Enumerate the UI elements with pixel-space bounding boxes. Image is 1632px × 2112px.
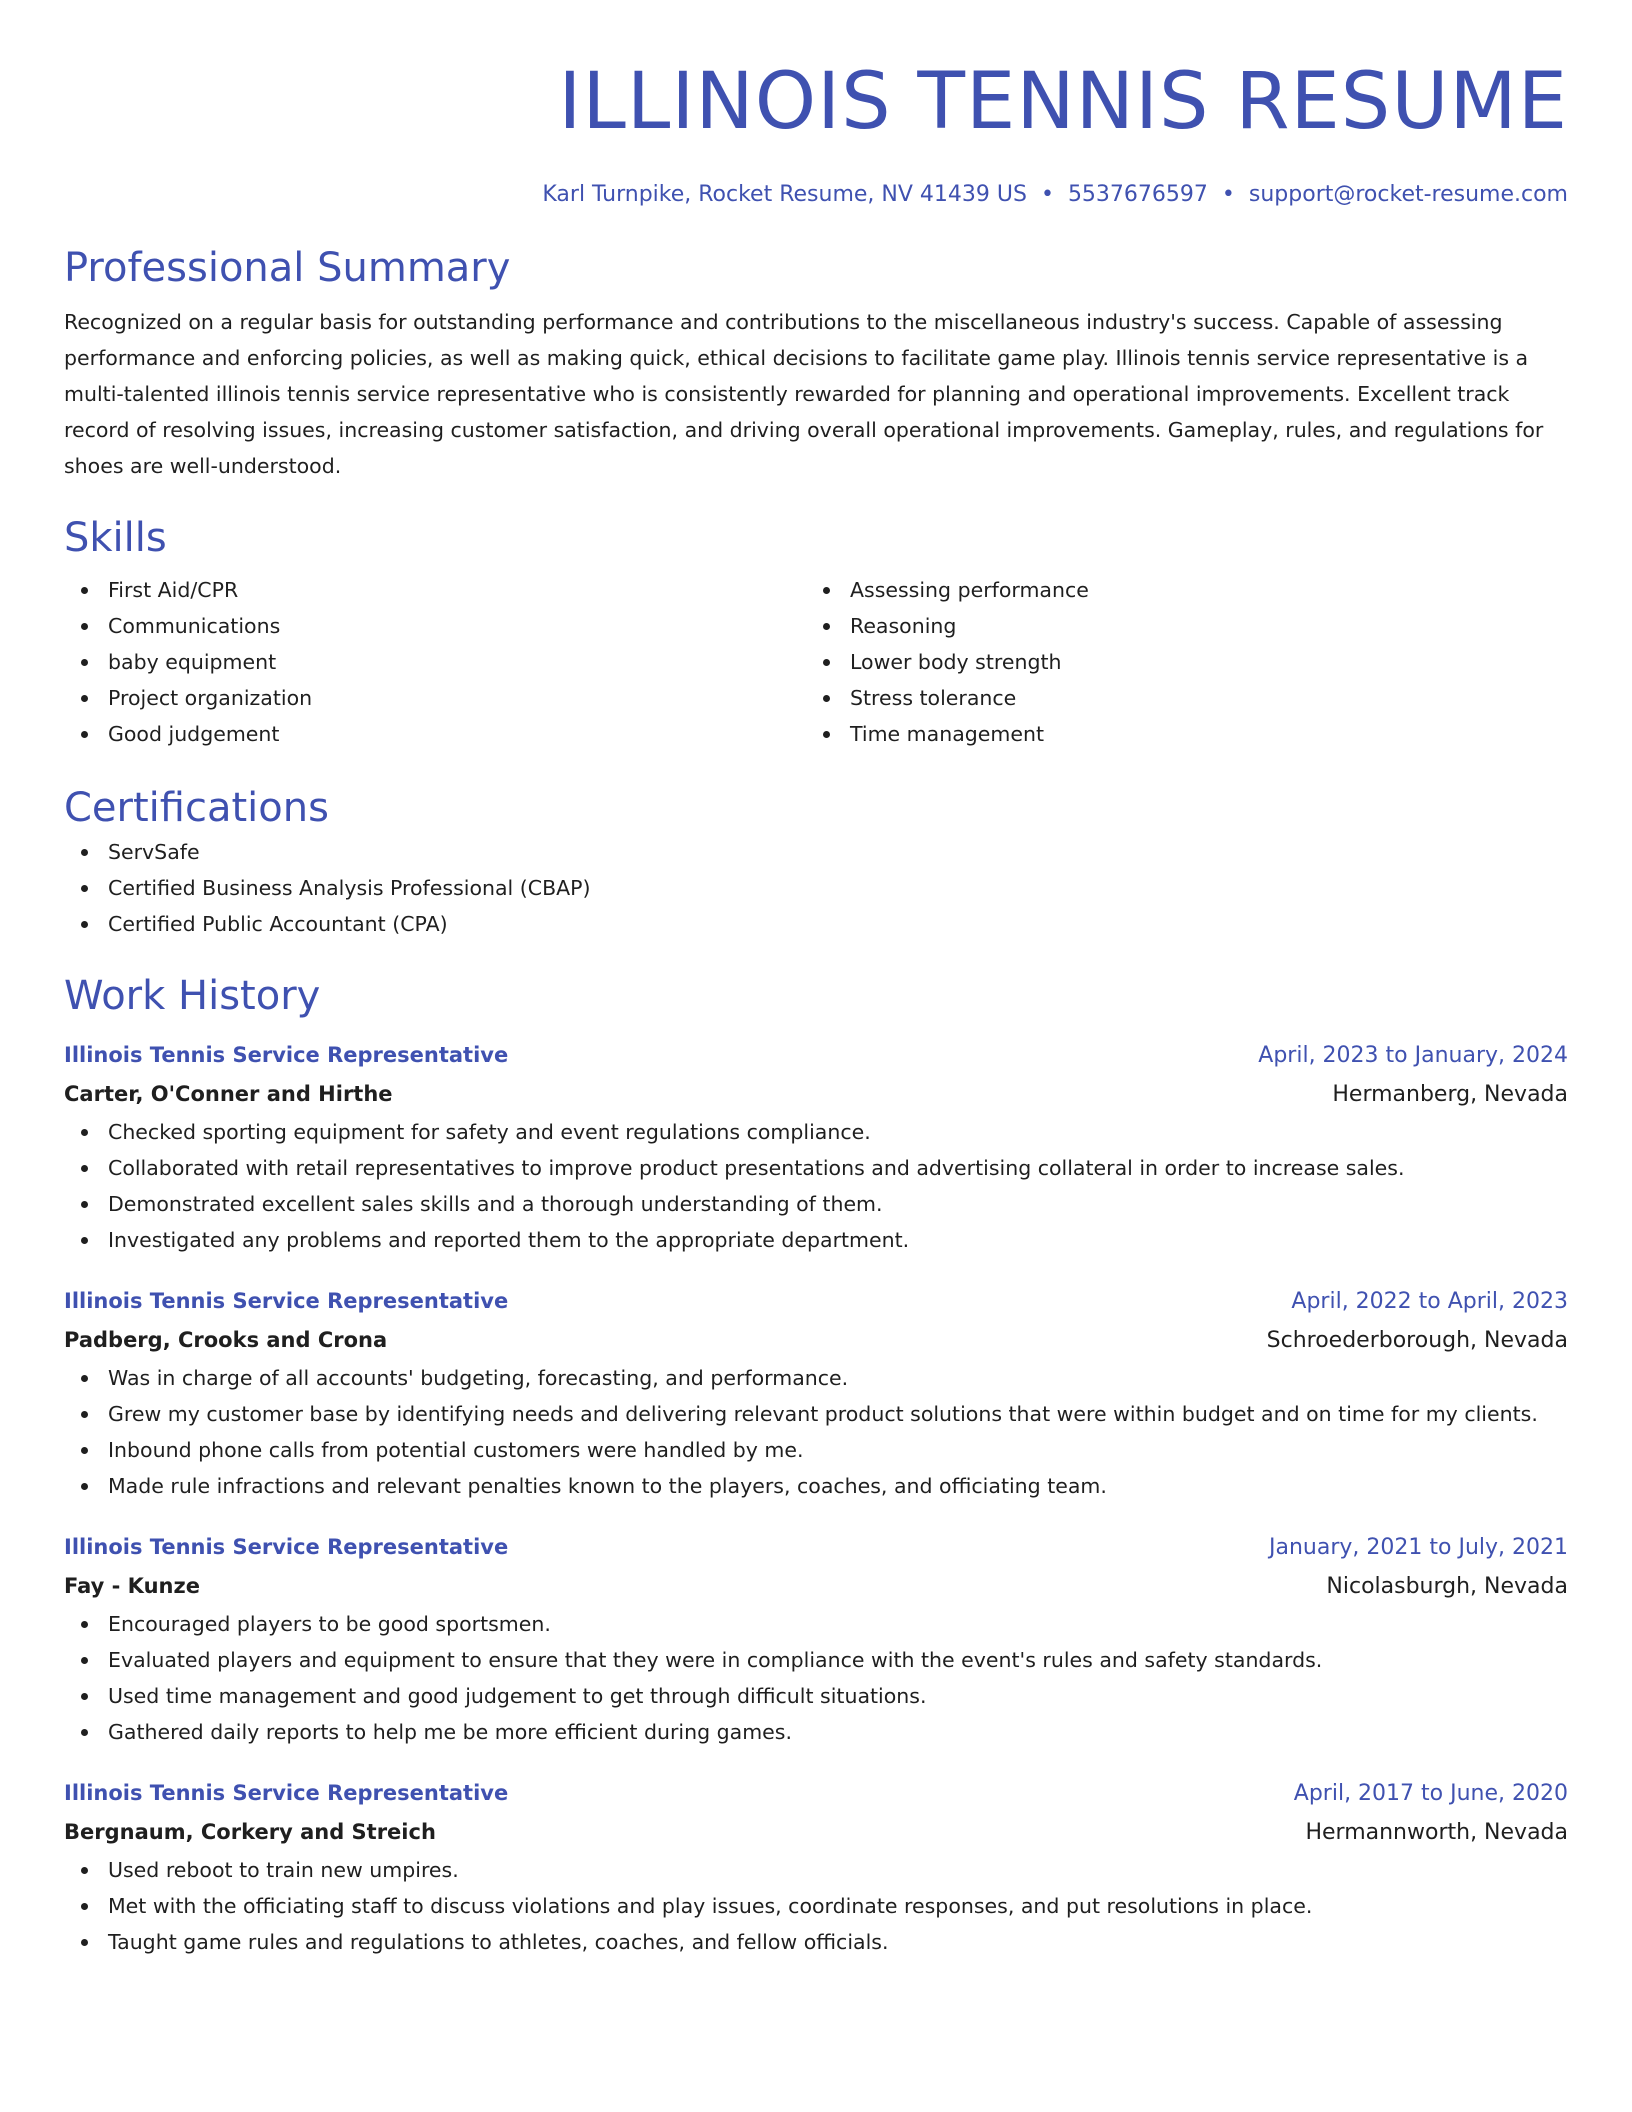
job-bullet: Demonstrated excellent sales skills and a thorough understanding of them. [64, 1186, 1568, 1222]
job-company: Padberg, Crooks and Crona [64, 1328, 388, 1352]
job-bullet: Grew my customer base by identifying needs and delivering relevant product solutions that were within budget and on time for my clients. [64, 1396, 1568, 1432]
job-company-row [64, 1075, 1568, 1114]
job-bullets [64, 1606, 1568, 1750]
job-bullet: Collaborated with retail representatives to improve product presentations and advertising collateral in order to increase sales. [64, 1150, 1568, 1186]
contact-email[interactable]: support@rocket-resume.com [1248, 182, 1568, 207]
job-bullet: Used reboot to train new umpires. [64, 1852, 1568, 1888]
resume-title: ILLINOIS TENNIS RESUME [558, 57, 1568, 147]
job-bullet: Was in charge of all accounts' budgeting, forecasting, and performance. [64, 1360, 1568, 1396]
summary-text: Recognized on a regular basis for outstanding performance and contributions to the miscellaneous industry's success. Capable of assessing performance and enforcing policies, as well as making quick, ethical decisions to facilitate game play. Illinois tennis service representative is a multi-talented illinois tennis service representative who is consistently rewarded for planning and operational improvements. Excellent track record of resolving issues, increasing customer satisfaction, and driving overall operational improvements. Gameplay, rules, and regulations for shoes are well-understood. [64, 310, 1544, 478]
job-bullet: Met with the officiating staff to discuss violations and play issues, coordinate responses, and put resolutions in place. [64, 1888, 1568, 1924]
contact-separator: • [1221, 182, 1235, 207]
contact-phone: 5537676597 [1067, 182, 1208, 207]
skill-item: Good judgement [64, 716, 806, 752]
contact-separator: • [1040, 182, 1054, 207]
job-company-row [64, 1321, 1568, 1360]
job-company: Carter, O'Conner and Hirthe [64, 1082, 393, 1106]
skill-item: baby equipment [64, 644, 806, 680]
skills-list-left [64, 572, 806, 752]
skill-item: Project organization [64, 680, 806, 716]
job-bullet: Checked sporting equipment for safety and event regulations compliance. [64, 1114, 1568, 1150]
job-location: Hermanberg, Nevada [1332, 1082, 1568, 1107]
skill-item: Assessing performance [806, 572, 1548, 608]
job-dates: April, 2017 to June, 2020 [1293, 1781, 1568, 1806]
job-bullet: Encouraged players to be good sportsmen. [64, 1606, 1568, 1642]
certification-item: Certified Public Accountant (CPA) [64, 906, 1568, 942]
skill-item: Lower body strength [806, 644, 1548, 680]
job-company: Fay - Kunze [64, 1574, 200, 1598]
job-bullet: Taught game rules and regulations to athletes, coaches, and fellow officials. [64, 1924, 1568, 1960]
job-location: Nicolasburgh, Nevada [1326, 1574, 1568, 1599]
skill-item: Reasoning [806, 608, 1548, 644]
job-bullets [64, 1852, 1568, 1960]
work-history-heading: Work History [64, 973, 321, 1019]
job-dates: April, 2022 to April, 2023 [1291, 1289, 1568, 1314]
job-company: Bergnaum, Corkery and Streich [64, 1820, 436, 1844]
job-company-row [64, 1813, 1568, 1852]
skills-list-right [806, 572, 1548, 752]
certification-item: Certified Business Analysis Professional (CBAP) [64, 870, 1568, 906]
job-title: Illinois Tennis Service Representative [64, 1043, 509, 1067]
job-company-row [64, 1567, 1568, 1606]
job-entry [64, 1036, 1568, 1258]
job-entry [64, 1282, 1568, 1504]
certifications-list [64, 834, 1568, 942]
job-entry [64, 1528, 1568, 1750]
resume-header [64, 52, 1568, 210]
summary-heading: Professional Summary [64, 245, 511, 291]
skills-grid [64, 572, 1568, 752]
job-location: Schroederborough, Nevada [1266, 1328, 1568, 1353]
job-bullet: Inbound phone calls from potential customers were handled by me. [64, 1432, 1568, 1468]
job-title: Illinois Tennis Service Representative [64, 1781, 509, 1805]
job-bullet: Investigated any problems and reported them to the appropriate department. [64, 1222, 1568, 1258]
job-bullet: Used time management and good judgement to get through difficult situations. [64, 1678, 1568, 1714]
job-entry [64, 1774, 1568, 1960]
certification-item: ServSafe [64, 834, 1568, 870]
job-title-row [64, 1528, 1568, 1567]
skills-heading: Skills [64, 515, 167, 561]
job-bullet: Evaluated players and equipment to ensure that they were in compliance with the event's rules and safety standards. [64, 1642, 1568, 1678]
job-location: Hermannworth, Nevada [1305, 1820, 1568, 1845]
skill-item: Time management [806, 716, 1548, 752]
job-bullet: Made rule infractions and relevant penalties known to the players, coaches, and officiating team. [64, 1468, 1568, 1504]
skill-item: Stress tolerance [806, 680, 1548, 716]
job-title: Illinois Tennis Service Representative [64, 1535, 509, 1559]
job-bullet: Gathered daily reports to help me be more efficient during games. [64, 1714, 1568, 1750]
job-bullets [64, 1360, 1568, 1504]
job-bullets [64, 1114, 1568, 1258]
job-title-row [64, 1036, 1568, 1075]
job-title-row [64, 1774, 1568, 1813]
job-title-row [64, 1282, 1568, 1321]
job-dates: April, 2023 to January, 2024 [1258, 1043, 1568, 1068]
job-dates: January, 2021 to July, 2021 [1269, 1535, 1568, 1560]
certifications-heading: Certifications [64, 785, 329, 831]
job-title: Illinois Tennis Service Representative [64, 1289, 509, 1313]
contact-line [64, 180, 1568, 210]
skill-item: Communications [64, 608, 806, 644]
contact-address: Karl Turnpike, Rocket Resume, NV 41439 US [542, 182, 1027, 207]
skill-item: First Aid/CPR [64, 572, 806, 608]
